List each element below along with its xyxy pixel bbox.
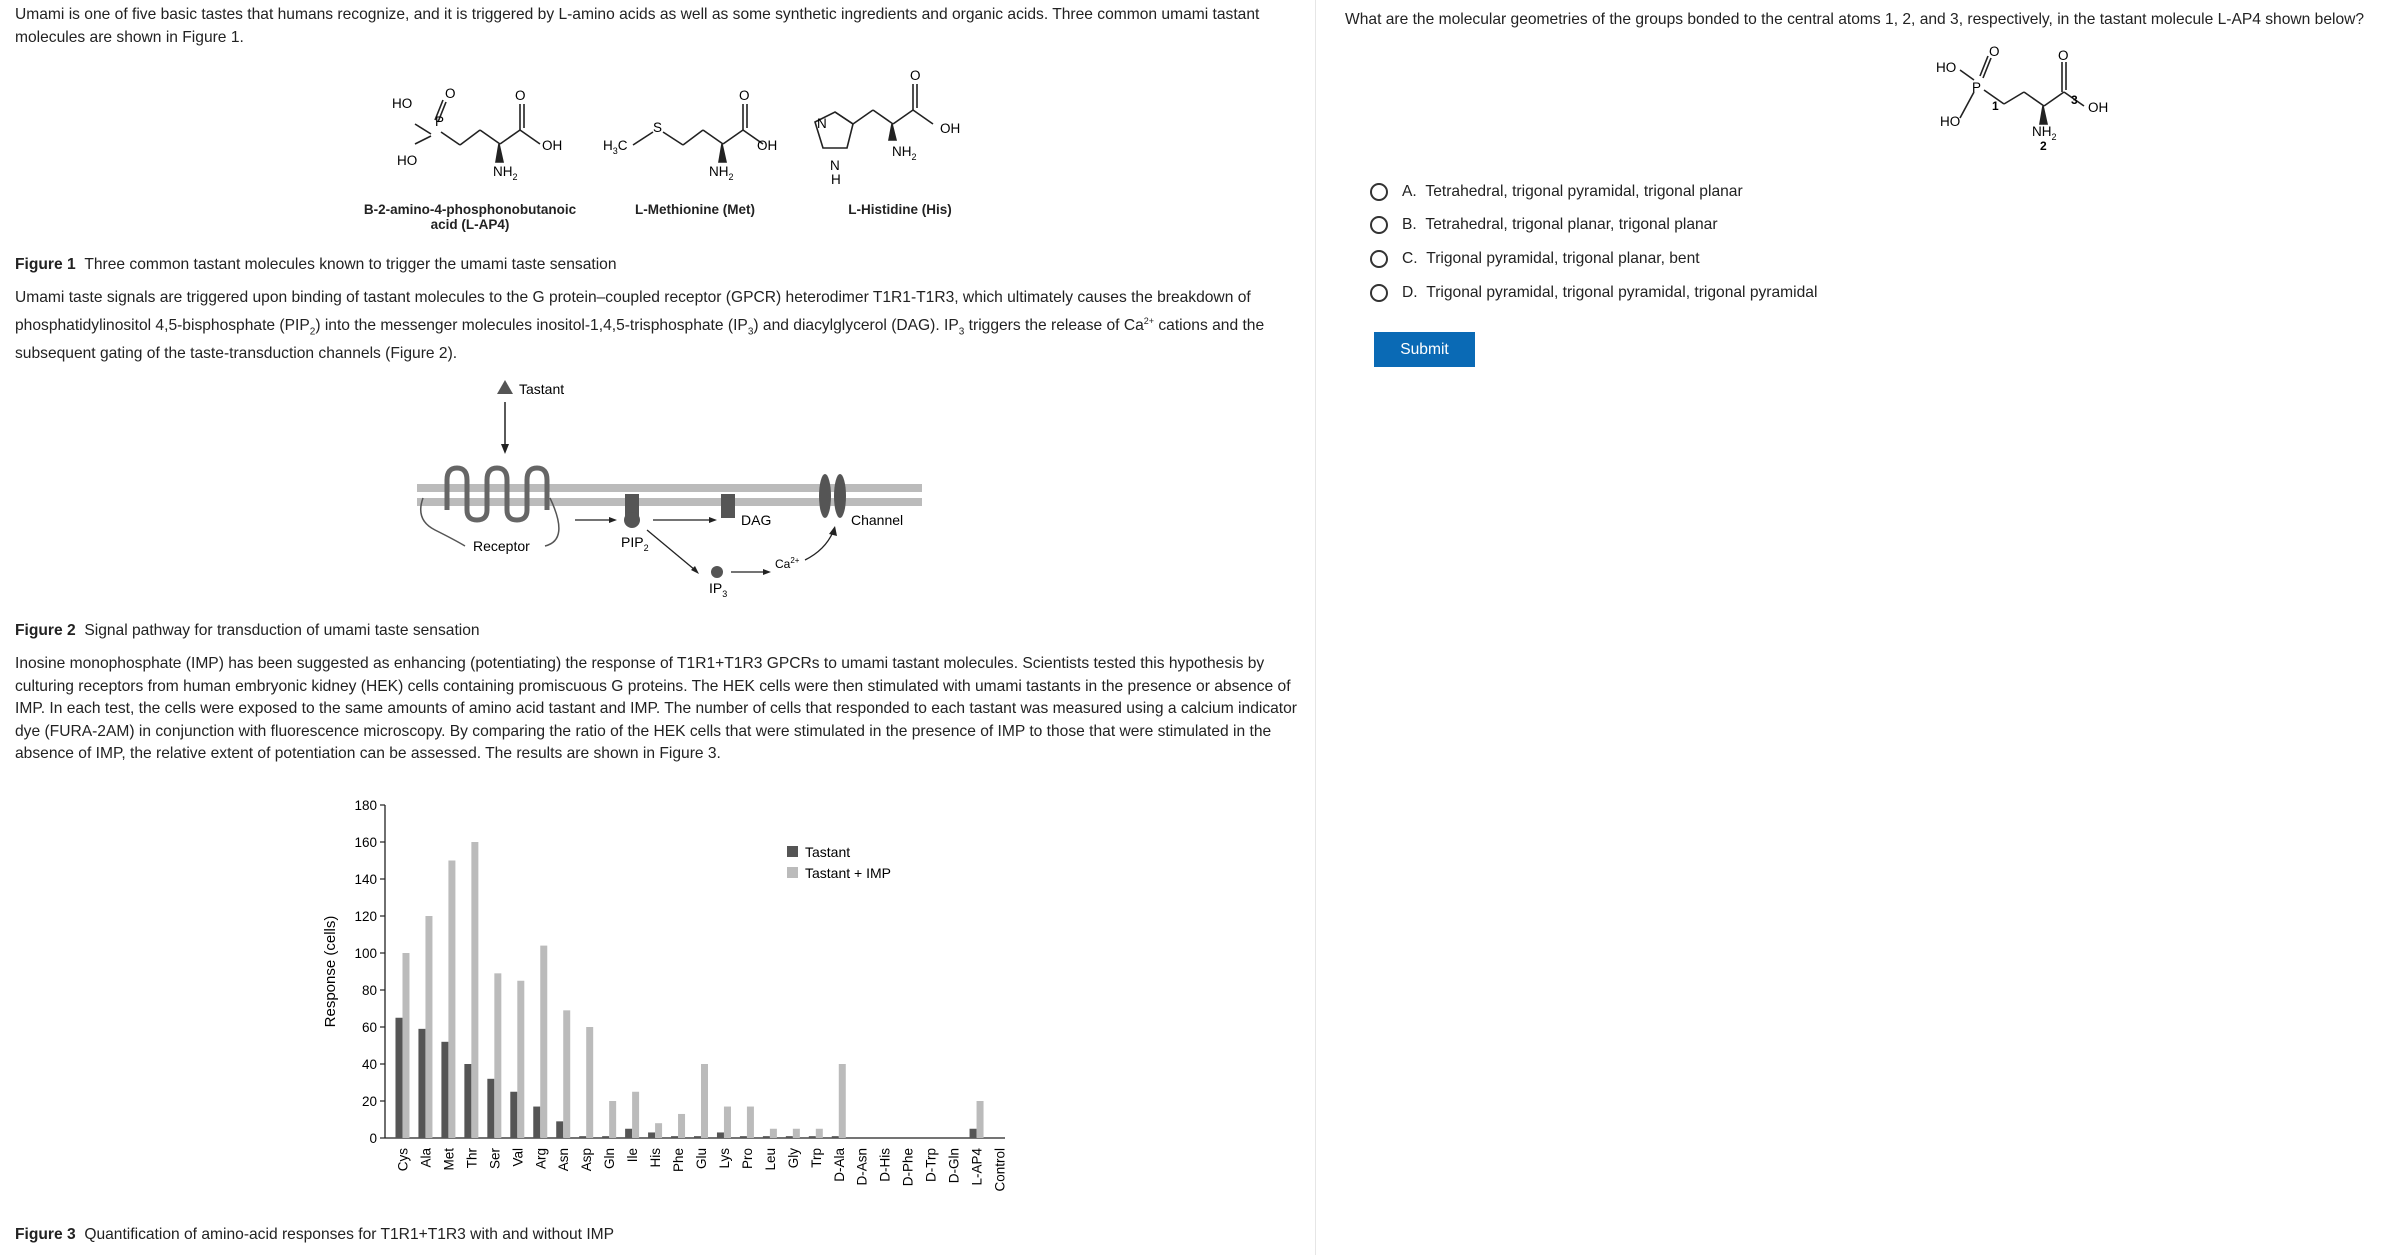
- answer-option-d[interactable]: [1370, 281, 1817, 305]
- svg-text:NH2: [892, 144, 917, 162]
- para2-part: triggers the release of Ca: [964, 316, 1144, 334]
- bar-tastant-imp: [494, 973, 501, 1138]
- bar-tastant: [579, 1136, 586, 1138]
- figure3-caption-text: Quantification of amino-acid responses for T1R1+T1R3 with and without IMP: [84, 1226, 615, 1243]
- diagram-label-receptor: Receptor: [473, 538, 530, 554]
- x-tick-label: Trp: [808, 1148, 824, 1168]
- pip2-molecule: [624, 512, 640, 528]
- x-tick-label: Ile: [625, 1148, 641, 1163]
- question-text: What are the molecular geometries of the groups bonded to the central atoms 1, 2, and 3, respectively, in the tastant molecule L-AP4 shown below?: [1345, 11, 2365, 28]
- x-tick-label: Asn: [556, 1148, 572, 1172]
- struct-text: OH: [2088, 100, 2109, 115]
- bar-tastant: [487, 1079, 494, 1138]
- struct-text: 2: [911, 152, 917, 162]
- figure2-caption-text: Signal pathway for transduction of umami taste sensation: [84, 622, 480, 639]
- atom-number-1: 1: [1992, 99, 1999, 113]
- struct-text: NH: [892, 144, 912, 159]
- bar-tastant: [832, 1136, 839, 1138]
- x-tick-label: Control: [992, 1148, 1008, 1192]
- struct-text: C: [617, 138, 628, 153]
- channel-right: [834, 474, 846, 518]
- molecule-name-line: B-2-amino-4-phosphonobutanoic: [363, 202, 577, 217]
- x-tick-label: D-Asn: [854, 1148, 870, 1186]
- bar-tastant-imp: [402, 953, 409, 1138]
- legend-swatch-tastant-imp: [787, 867, 798, 878]
- molecule-name-line: acid (L-AP4): [430, 217, 510, 232]
- figure1-caption-text: Three common tastant molecules known to trigger the umami taste sensation: [84, 256, 617, 273]
- y-tick-label: 160: [354, 835, 377, 850]
- x-tick-label: Ser: [487, 1148, 503, 1170]
- bar-tastant: [671, 1136, 678, 1138]
- x-tick-label: D-Ala: [831, 1148, 847, 1182]
- radio-button[interactable]: [1370, 216, 1388, 234]
- para2-part: ) and diacylglycerol (DAG). IP: [753, 316, 959, 334]
- bar-tastant: [694, 1136, 701, 1138]
- bar-tastant: [625, 1129, 632, 1138]
- molecule-name-his: L-Histidine (His): [848, 202, 952, 217]
- struct-text: O: [515, 88, 526, 103]
- diagram-label-pip: PIP: [621, 534, 644, 550]
- bar-tastant: [441, 1042, 448, 1138]
- struct-text: O: [2058, 48, 2069, 63]
- option-text: Trigonal pyramidal, trigonal planar, bent: [1426, 250, 1700, 267]
- bar-tastant: [464, 1064, 471, 1138]
- radio-button[interactable]: [1370, 250, 1388, 268]
- struct-text: NH: [2032, 124, 2052, 139]
- bar-tastant: [740, 1136, 747, 1138]
- diagram-sup: 2+: [790, 556, 800, 565]
- atom-number-2: 2: [2040, 139, 2047, 153]
- struct-text: 3: [612, 146, 618, 156]
- option-letter: C.: [1402, 250, 1418, 267]
- y-tick-label: 40: [361, 1057, 377, 1072]
- legend-swatch-tastant: [787, 846, 798, 857]
- bar-tastant-imp: [678, 1114, 685, 1138]
- struct-text: NH: [493, 164, 513, 179]
- x-tick-label: His: [648, 1148, 664, 1168]
- bar-tastant-imp: [540, 946, 547, 1138]
- question-panel: [1330, 0, 2390, 1255]
- y-tick-label: 0: [369, 1131, 377, 1146]
- bar-tastant: [556, 1121, 563, 1138]
- y-tick-label: 120: [354, 909, 377, 924]
- bar-tastant-imp: [517, 981, 524, 1138]
- y-tick-label: 60: [361, 1020, 377, 1035]
- svg-text:NH2: [709, 164, 734, 182]
- panel-divider: [1315, 0, 1316, 1255]
- bar-tastant: [533, 1107, 540, 1138]
- figure1-caption: [15, 256, 617, 274]
- bar-tastant-imp: [448, 861, 455, 1139]
- submit-button[interactable]: Submit: [1374, 332, 1475, 367]
- diagram-label-channel: Channel: [851, 512, 904, 528]
- molecule-name-met: L-Methionine (Met): [635, 202, 755, 217]
- para2-sup: 2+: [1143, 315, 1155, 326]
- diagram-label-ip: IP: [709, 580, 723, 596]
- molecule-name-lap4: [355, 202, 585, 232]
- bar-tastant: [648, 1132, 655, 1138]
- legend-label-tastant: Tastant: [805, 844, 851, 860]
- x-tick-label: Lys: [716, 1148, 732, 1169]
- bar-tastant-imp: [586, 1027, 593, 1138]
- bar-tastant: [510, 1092, 517, 1138]
- struct-text: N: [817, 116, 827, 131]
- option-text: Tetrahedral, trigonal pyramidal, trigonal planar: [1425, 183, 1743, 200]
- channel-left: [819, 474, 831, 518]
- x-tick-label: D-Trp: [923, 1148, 939, 1182]
- struct-text: 2: [2051, 132, 2057, 142]
- receptor-helices: [447, 468, 547, 520]
- bar-tastant-imp: [609, 1101, 616, 1138]
- answer-option-a[interactable]: [1370, 180, 1743, 204]
- struct-text: NH: [709, 164, 729, 179]
- figure3-bar-chart: [305, 790, 1025, 1210]
- option-letter: A.: [1402, 183, 1417, 200]
- svg-text:PIP2: [621, 534, 649, 553]
- x-tick-label: Gly: [785, 1148, 801, 1169]
- struct-text: O: [445, 86, 456, 101]
- svg-text:Ca2+: [775, 556, 800, 571]
- struct-text: HO: [1940, 114, 1961, 129]
- bar-tastant-imp: [977, 1101, 984, 1138]
- answer-option-b[interactable]: [1370, 213, 1718, 237]
- struct-text: OH: [940, 121, 961, 136]
- y-tick-label: 20: [361, 1094, 377, 1109]
- paragraph-3: Inosine monophosphate (IMP) has been suggested as enhancing (potentiating) the response of T1R1+T1R3 GPCRs to umami tastant molecules. Scientists tested this hypothesis by culturing receptors from human embryonic kidney (HEK) cells containing promiscuous G proteins. The HEK cells were then stimulated with umami tastants in the presence or absence of IMP. In each test, the cells were exposed to the same amounts of amino acid tastant and IMP. The number of cells that responded to each tastant was measured using a calcium indicator dye (FURA-2AM) in conjunction with fluorescence microscopy. By comparing the ratio of the HEK cells that were stimulated in the presence of IMP to those that were stimulated in the absence of IMP, the relative extent of potentiation can be assessed. The results are shown in Figure 3.: [15, 655, 1297, 763]
- bar-tastant-imp: [632, 1092, 639, 1138]
- figure3-caption: [15, 1226, 614, 1244]
- bar-tastant: [970, 1129, 977, 1138]
- bar-tastant-imp: [839, 1064, 846, 1138]
- y-tick-label: 180: [354, 798, 377, 813]
- struct-text: HO: [1936, 60, 1957, 75]
- struct-text: H: [603, 138, 613, 153]
- struct-text: HO: [392, 96, 413, 111]
- bar-tastant: [395, 1018, 402, 1138]
- struct-text: P: [1972, 80, 1982, 95]
- struct-text: OH: [757, 138, 778, 153]
- x-tick-label: Leu: [762, 1148, 778, 1171]
- figure2-label: Figure 2: [15, 622, 76, 639]
- x-tick-label: Phe: [671, 1148, 687, 1173]
- option-letter: B.: [1402, 216, 1417, 233]
- ip3-molecule: [711, 566, 723, 578]
- option-letter: D.: [1402, 284, 1418, 301]
- x-tick-label: Glu: [694, 1148, 709, 1170]
- svg-text:IP3: [709, 580, 727, 599]
- struct-text: O: [739, 88, 750, 103]
- x-tick-label: D-His: [877, 1148, 893, 1182]
- para2-part: cations and the subsequent gating of the taste-transduction channels (Figure 2).: [15, 316, 1265, 363]
- bar-tastant: [786, 1136, 793, 1138]
- bar-tastant-imp: [563, 1010, 570, 1138]
- struct-text: S: [653, 120, 663, 135]
- tastant-triangle-icon: [497, 380, 513, 394]
- x-tick-label: Val: [510, 1148, 526, 1167]
- x-tick-label: Met: [441, 1148, 457, 1171]
- x-tick-label: Asp: [579, 1148, 595, 1172]
- struct-text: P: [435, 114, 445, 129]
- x-tick-label: D-Phe: [900, 1148, 916, 1187]
- x-tick-label: D-Gln: [946, 1148, 962, 1184]
- x-tick-label: Ala: [418, 1148, 434, 1168]
- struct-text: O: [910, 68, 921, 83]
- figure1-label: Figure 1: [15, 256, 76, 273]
- bar-tastant: [418, 1029, 425, 1138]
- svg-text:NH2: [493, 164, 518, 182]
- radio-button[interactable]: [1370, 284, 1388, 302]
- bar-tastant-imp: [816, 1129, 823, 1138]
- legend-label-tastant-imp: Tastant + IMP: [805, 865, 891, 881]
- answer-option-c[interactable]: [1370, 247, 1700, 271]
- passage-panel: [15, 0, 1305, 1255]
- intro-paragraph: Umami is one of five basic tastes that humans recognize, and it is triggered by L-amino acids as well as some synthetic ingredients and organic acids. Three common umami tastant molecules are shown in Figure 1.: [15, 6, 1260, 46]
- atom-number-3: 3: [2071, 93, 2078, 107]
- diagram-label-tastant: Tastant: [519, 381, 565, 397]
- y-tick-label: 100: [354, 946, 377, 961]
- para2-part: ) into the messenger molecules inositol-1,4,5-trisphosphate (IP: [315, 316, 748, 334]
- struct-text: H: [831, 172, 841, 187]
- figure3-label: Figure 3: [15, 1226, 76, 1243]
- para2-part: Umami taste signals are triggered upon binding of tastant molecules to the G protein–coupled receptor (GPCR) heterodimer T1R1-T1R3, which ultimately causes the breakdown of phosphatidylinositol 4,5-bisphosphate (PIP: [15, 289, 1251, 334]
- bar-tastant-imp: [770, 1129, 777, 1138]
- radio-button[interactable]: [1370, 183, 1388, 201]
- lap4-structure: [1910, 40, 2210, 160]
- x-tick-label: Gln: [602, 1148, 618, 1170]
- option-text: Trigonal pyramidal, trigonal pyramidal, trigonal pyramidal: [1426, 284, 1818, 301]
- bar-tastant-imp: [425, 916, 432, 1138]
- diagram-label-dag: DAG: [741, 512, 772, 528]
- para2-sub: 2: [309, 325, 316, 337]
- y-axis-label: Response (cells): [322, 915, 339, 1028]
- bar-tastant: [763, 1136, 770, 1138]
- para2-sub: 3: [958, 325, 965, 337]
- x-tick-label: Arg: [533, 1148, 549, 1170]
- x-tick-label: L-AP4: [969, 1148, 985, 1186]
- option-text: Tetrahedral, trigonal planar, trigonal planar: [1425, 216, 1718, 233]
- x-tick-label: Cys: [395, 1148, 411, 1172]
- y-tick-label: 80: [361, 983, 377, 998]
- para2-sub: 3: [747, 325, 754, 337]
- x-tick-label: Thr: [464, 1148, 480, 1169]
- diagram-sub: 3: [722, 589, 728, 599]
- svg-text:P: [435, 114, 444, 129]
- struct-text: 2: [512, 172, 518, 182]
- diagram-label-ca: Ca: [775, 557, 791, 571]
- bar-tastant-imp: [747, 1107, 754, 1138]
- bar-tastant-imp: [793, 1129, 800, 1138]
- bar-tastant-imp: [701, 1064, 708, 1138]
- membrane-top: [417, 484, 922, 492]
- bar-tastant-imp: [724, 1107, 731, 1138]
- struct-text: HO: [397, 153, 418, 168]
- bar-tastant: [809, 1136, 816, 1138]
- membrane-bottom: [417, 498, 922, 506]
- dag-molecule: [721, 494, 735, 518]
- struct-text: O: [1989, 44, 2000, 59]
- paragraph-2: [15, 287, 1305, 366]
- bar-tastant: [602, 1136, 609, 1138]
- figure2-caption: [15, 622, 480, 640]
- bar-tastant-imp: [471, 842, 478, 1138]
- bar-tastant-imp: [655, 1123, 662, 1138]
- figure2-pathway-diagram: [395, 370, 935, 610]
- struct-text: 2: [728, 172, 734, 182]
- y-tick-label: 140: [354, 872, 377, 887]
- struct-text: N: [830, 158, 840, 173]
- svg-text:H3C: [603, 138, 628, 156]
- struct-text: OH: [542, 138, 563, 153]
- bar-tastant: [717, 1132, 724, 1138]
- x-tick-label: Pro: [739, 1148, 755, 1170]
- diagram-sub: 2: [643, 543, 649, 553]
